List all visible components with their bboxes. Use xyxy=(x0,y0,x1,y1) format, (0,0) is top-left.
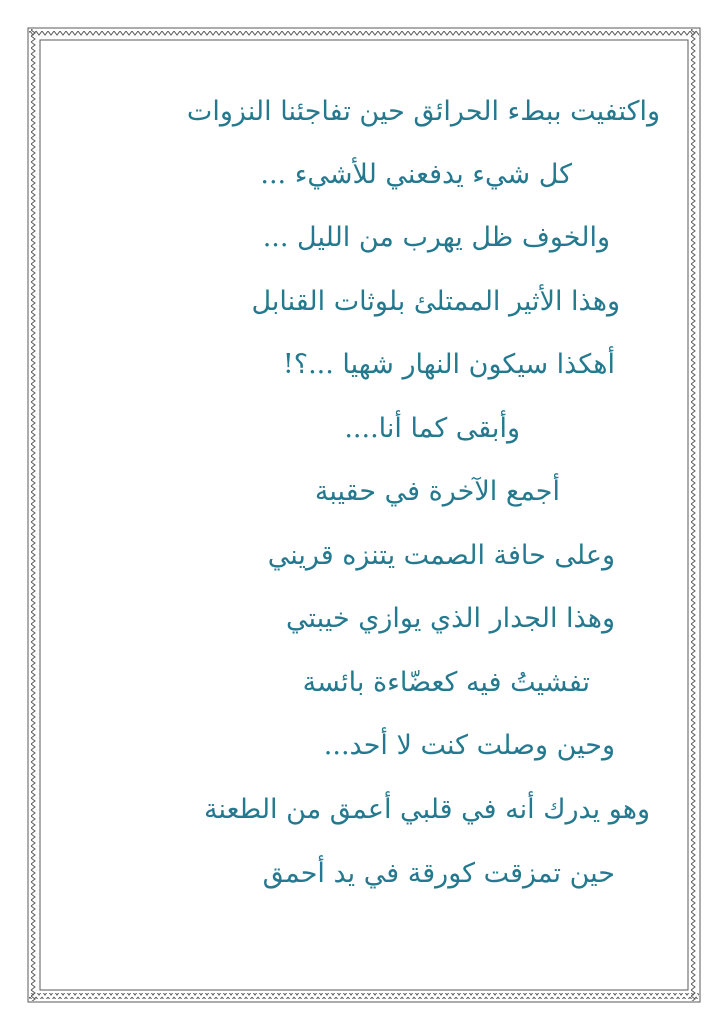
poem-line-11: وحين وصلت كنت لا أحد... xyxy=(323,730,615,761)
poem-line-9: وهذا الجدار الذي يوازي خيبتي xyxy=(286,603,615,634)
poem-line-10: تفشيتُ فيه كعضّاءة بائسة xyxy=(302,667,590,698)
poem-line-8: وعلى حافة الصمت يتنزه قريني xyxy=(267,540,615,571)
poem-line-3: والخوف ظل يهرب من الليل ... xyxy=(262,222,610,253)
poem-line-7: أجمع الآخرة في حقيبة xyxy=(314,476,560,507)
poem-line-4: وهذا الأثير الممتلئ بلوثات القنابل xyxy=(251,286,620,317)
poem-line-13: حين تمزقت كورقة في يد أحمق xyxy=(262,858,615,889)
poem-line-1: واكتفيت ببطء الحرائق حين تفاجئنا النزوات xyxy=(186,96,660,127)
poem-line-5: أهكذا سيكون النهار شهيا ...؟! xyxy=(282,349,615,380)
poem-line-6: وأبقى كما أنا.... xyxy=(344,413,520,444)
poem-line-2: كل شيء يدفعني للأشيء ... xyxy=(260,159,572,190)
poem-line-12: وهو يدرك أنه في قلبي أعمق من الطعنة xyxy=(204,794,650,825)
